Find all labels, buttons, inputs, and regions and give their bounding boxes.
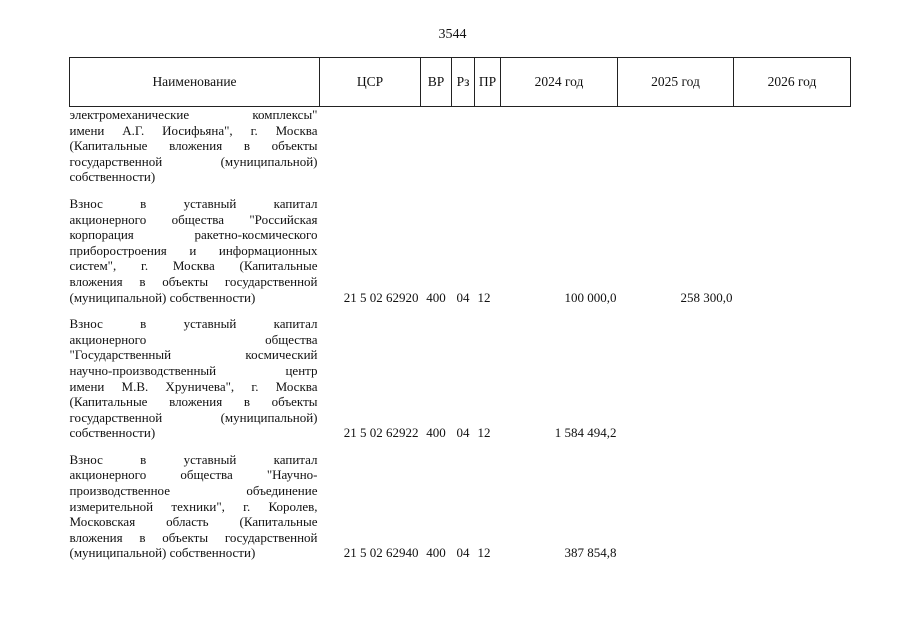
table-row [70,185,851,305]
row-amount-2026 [734,107,851,185]
row-name-line: акционерного общества "Российская [69,211,318,227]
row-pr: 12 [477,545,491,561]
header-csr: ЦСР [320,58,421,107]
row-rz [452,107,475,185]
row-name-line: государственной (муниципальной) [69,153,318,169]
row-csr [320,107,421,185]
row-pr: 12 [477,289,491,305]
row-rz: 04 [456,545,470,561]
row-amount-2025 [618,441,734,561]
row-name-line: собственности) [69,169,156,185]
table-row [70,107,851,185]
row-name-line: собственности) [69,425,156,441]
row-csr: 21 5 02 62940 [343,545,419,561]
row-name-line: имени А.Г. Иосифьяна", г. Москва [69,122,318,138]
row-vr [421,107,452,185]
row-csr: 21 5 02 62920 [343,289,419,305]
row-amount-2025 [618,107,734,185]
header-2025: 2025 год [618,58,734,107]
row-name-line: (муниципальной) собственности) [69,289,256,305]
row-pr [475,107,501,185]
row-amount-2026 [734,441,851,561]
row-name-line: систем", г. Москва (Капитальные [69,258,318,274]
row-rz: 04 [456,289,470,305]
row-name-line: "Государственный космический [69,347,318,363]
row-name-line: акционерного общества [69,331,318,347]
row-amount-2024: 387 854,8 [564,545,617,561]
row-name-line: акционерного общества "Научно- [69,467,318,483]
row-name [70,305,320,441]
row-amount-2024 [501,107,618,185]
row-csr: 21 5 02 62922 [343,425,419,441]
row-name-line: производственное объединение [69,483,318,499]
header-name: Наименование [70,58,320,107]
row-name-line: государственной (муниципальной) [69,409,318,425]
row-name-line: Взнос в уставный капитал [69,195,318,211]
row-amount-2025: 258 300,0 [680,289,733,305]
row-rz: 04 [456,425,470,441]
budget-table [69,57,851,561]
page-number: 3544 [438,27,467,42]
row-name-line: (Капитальные вложения в объекты [69,138,318,154]
row-name [70,185,320,305]
row-pr: 12 [477,425,491,441]
header-vr: ВР [421,58,452,107]
table-row [70,441,851,561]
row-name-line: научно-производственный центр [69,362,318,378]
table-header [70,58,851,107]
row-name-line: измерительной техники", г. Королев, [69,498,318,514]
row-amount-2025 [618,305,734,441]
header-rz: Рз [452,58,475,107]
row-name [70,107,320,185]
row-vr: 400 [426,425,446,441]
row-amount-2026 [734,305,851,441]
row-amount-2024: 100 000,0 [564,289,617,305]
row-name-line: корпорация ракетно-космического [69,227,318,243]
row-name-line: имени М.В. Хруничева", г. Москва [69,378,318,394]
row-name-line: Взнос в уставный капитал [69,316,318,332]
row-name-line: (Капитальные вложения в объекты [69,394,318,410]
row-name-line: электромеханические комплексы" [69,107,318,122]
table-body [70,107,851,562]
header-2024: 2024 год [501,58,618,107]
row-name-line: вложения в объекты государственной [69,529,318,545]
row-vr: 400 [426,289,446,305]
row-name-line: (муниципальной) собственности) [69,545,256,561]
row-vr: 400 [426,545,446,561]
table-row [70,305,851,441]
header-2026: 2026 год [734,58,851,107]
row-name-line: Московская область (Капитальные [69,514,318,530]
row-amount-2024: 1 584 494,2 [554,425,617,441]
row-name-line: вложения в объекты государственной [69,273,318,289]
row-name [70,441,320,561]
row-name-line: приборостроения и информационных [69,242,318,258]
header-pr: ПР [475,58,501,107]
row-name-line: Взнос в уставный капитал [69,451,318,467]
row-amount-2026 [734,185,851,305]
